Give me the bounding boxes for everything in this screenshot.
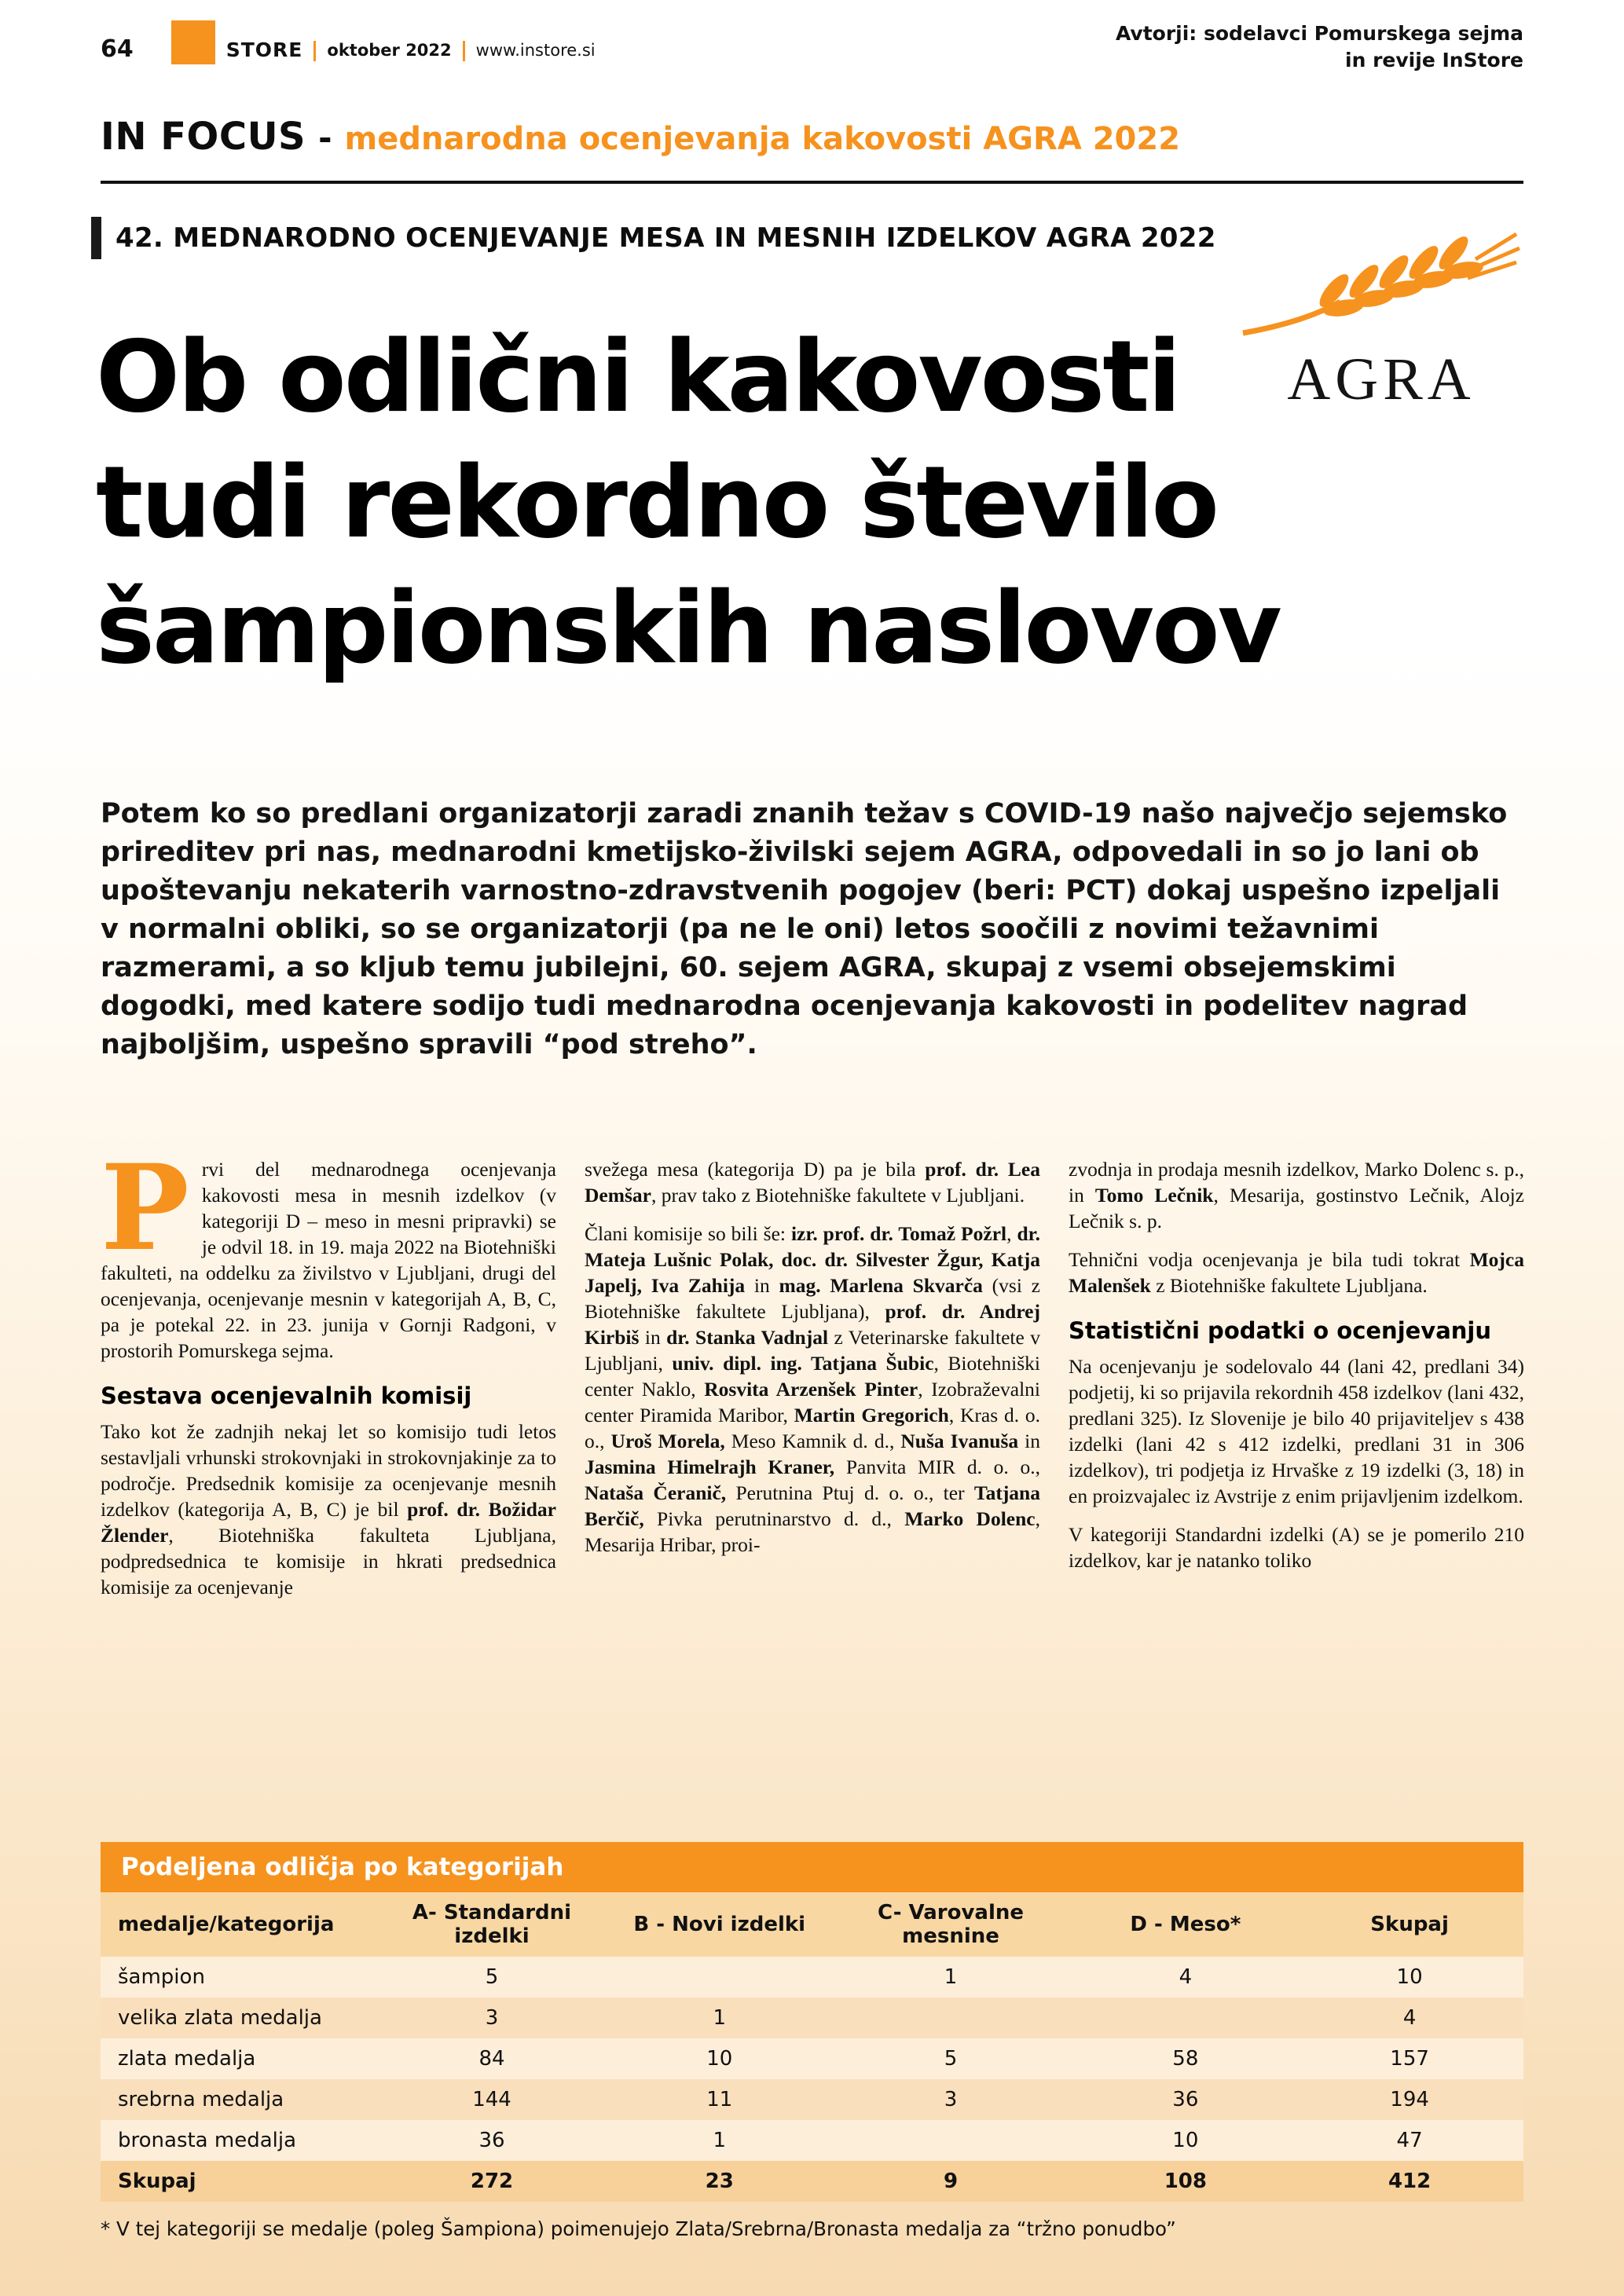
- medals-table: [101, 1892, 1523, 2202]
- body-text: Meso Kamnik d. d.,: [724, 1430, 901, 1452]
- body-paragraph: [1069, 1156, 1524, 1234]
- body-text-bold: prof. dr. Andrej Kirbiš: [585, 1300, 1040, 1349]
- agra-logo-text: AGRA: [1287, 346, 1476, 412]
- headline-line-2: tudi rekordno število: [96, 445, 1217, 560]
- body-paragraph: [585, 1156, 1040, 1208]
- medals-table-column-header: C- Varovalne mesnine: [878, 1901, 1025, 1948]
- medals-table-cell: 108: [1164, 2170, 1207, 2193]
- medals-table-cell: 272: [470, 2170, 514, 2193]
- body-text: , Biotehniški center Naklo,: [585, 1352, 1041, 1401]
- body-text: rvi del mednarodnega ocenjevanja kakovosti mesa in mesnih izdelkov (v kategoriji D – meso in mesni pripravki) se je odvil 18. in 19. maja 2022 na Biotehniški fakulteti, na oddelku za živilstvo v Ljubljani, drugi del ocenjevanja, ocenjevanje mesnin v kategorijah A, B, C, pa je potekal 22. in 23. junija v Gornji Radgoni, v prostorih Pomurskega sejma.: [101, 1158, 556, 1362]
- section-heading: [101, 115, 1523, 159]
- medals-table-row-label: zlata medalja: [118, 2047, 256, 2071]
- headline-line-3: šampionskih naslovov: [96, 570, 1280, 686]
- body-text-bold: mag. Marlena Skvarča: [779, 1274, 983, 1297]
- body-text-bold: Martin Gregorich: [794, 1404, 949, 1426]
- article-lead: Potem ko so predlani organizatorji zaradi znanih težav s COVID-19 našo največjo sejemsko prireditev pri nas, mednarodni kmetijsko-živilski sejem AGRA, odpovedali in so jo lani ob upoštevanju nekaterih varnostno-zdravstvenih pogojev (beri: PCT) dokaj uspešno izpeljali v normalni obliki, so se organizatorji (pa ne le oni) letos soočili z novimi težavnimi razmerami, a so kljub temu jubilejni, 60. sejem AGRA, skupaj z vsemi obsejemskimi dogodki, med katere sodijo tudi mednarodna ocenjevanja kakovosti in podelitev nagrad najboljšim, uspešno spravili “pod streho”.: [101, 798, 1508, 1060]
- medals-table-row: [101, 2079, 1523, 2120]
- medals-table-row-label: velika zlata medalja: [118, 2006, 322, 2030]
- medals-table-column-header: B - Novi izdelki: [633, 1913, 806, 1936]
- divider-bar-icon: [463, 41, 465, 61]
- body-paragraph: [101, 1419, 556, 1600]
- body-text-bold: Marko Dolenc: [904, 1507, 1036, 1530]
- medals-table-column-header: medalje/kategorija: [118, 1913, 335, 1936]
- body-text: Perutnina Ptuj d. o. o., ter: [726, 1481, 974, 1504]
- medals-table-cell: 10: [706, 2047, 733, 2071]
- body-paragraph: [1069, 1522, 1524, 1573]
- medals-table-row-label: šampion: [118, 1965, 205, 1989]
- medals-table-cell: 157: [1390, 2047, 1429, 2071]
- body-column-1: [101, 1139, 556, 1613]
- masthead-left: [101, 20, 596, 64]
- body-text: , Biotehniška fakulteta Ljubljana, podpredsednica te komisije in hkrati predsednica komisije za ocenjevanje: [101, 1524, 556, 1598]
- article-body: [101, 1139, 1524, 1613]
- body-text: , Mesarija, gostinstvo Lečnik, Alojz Lečnik s. p.: [1069, 1184, 1524, 1232]
- medals-table-column-header: Skupaj: [1370, 1913, 1449, 1936]
- issue-date: oktober 2022: [327, 41, 452, 60]
- medals-table-cell: 84: [478, 2047, 505, 2071]
- medals-table-row: [101, 2038, 1523, 2079]
- medals-table-section: [101, 1842, 1523, 2240]
- website-url: www.instore.si: [475, 41, 596, 60]
- body-text-bold: Tomo Lečnik: [1094, 1184, 1214, 1207]
- authors-credit: [1116, 20, 1523, 74]
- body-text-bold: Nuša Ivanuša: [900, 1430, 1019, 1452]
- body-text: (vsi z Biotehniške fakultete Ljubljana),: [585, 1274, 1040, 1323]
- medals-table-head: [101, 1892, 1523, 1957]
- body-text-bold: Jasmina Himelrajh Kraner,: [585, 1456, 835, 1478]
- medals-table-cell: 194: [1390, 2088, 1429, 2111]
- medals-table-header-row: [101, 1892, 1523, 1957]
- medals-table-title: Podeljena odličja po kategorijah: [101, 1842, 1523, 1892]
- body-text-bold: Tatjana Berčič,: [585, 1481, 1040, 1530]
- magazine-name: STORE: [225, 38, 303, 61]
- authors-line-2: in revije InStore: [1345, 49, 1523, 71]
- body-text: Tako kot že zadnjih nekaj let so komisijo tudi letos sestavljali vrhunski strokovnjaki in strokovnjakinje za to področje. Predsednik komisije za ocenjevanje mesnih izdelkov (kategorija A, B, C) je bil: [101, 1420, 556, 1521]
- medals-table-cell: 10: [1396, 1965, 1423, 1989]
- section-dash: -: [318, 119, 332, 157]
- headline-line-1: Ob odlični kakovosti: [96, 319, 1179, 434]
- body-text: Tehnični vodja ocenjevanja je bila tudi tokrat: [1069, 1248, 1470, 1271]
- medals-table-cell: 10: [1172, 2129, 1199, 2152]
- medals-table-cell: 412: [1388, 2170, 1432, 2193]
- body-text: in: [639, 1326, 667, 1349]
- drop-cap: P: [101, 1139, 189, 1277]
- medals-table-cell: 1: [713, 2129, 727, 2152]
- medals-table-cell: 3: [485, 2006, 499, 2030]
- horizontal-rule: [101, 181, 1523, 184]
- medals-table-row: [101, 1998, 1523, 2038]
- kicker-text: 42. MEDNARODNO OCENJEVANJE MESA IN MESNIH IZDELKOV AGRA 2022: [115, 222, 1216, 254]
- medals-table-cell: 144: [472, 2088, 511, 2111]
- body-text-bold: prof. dr. Lea Demšar: [585, 1158, 1040, 1207]
- body-text: z Veterinarske fakultete v Ljubljani,: [585, 1326, 1040, 1375]
- medals-table-cell: 1: [713, 2006, 727, 2030]
- body-text-bold: Uroš Morela,: [610, 1430, 725, 1452]
- body-text-bold: univ. dipl. ing. Tatjana Šubic: [672, 1352, 934, 1375]
- medals-table-cell: [613, 1957, 827, 1998]
- body-text: Na ocenjevanju je sodelovalo 44 (lani 42, predlani 34) podjetij, ki so prijavila rekordnih 458 izdelkov (lani 432, predlani 325). Iz Slovenije je bilo 40 prijaviteljev s 438 izdelki (lani 42 s 412 izdelki, predlani 31 in 306 izdelkov), tri podjetja iz Hrvaške z 19 izdelki (3, 18) in en proizvajalec iz Avstrije z enim prijavljenim izdelkom.: [1069, 1355, 1524, 1507]
- kicker-bar-icon: [91, 217, 101, 259]
- body-paragraph: [101, 1139, 556, 1364]
- body-text-bold: Mojca Malenšek: [1069, 1248, 1524, 1297]
- body-text: in: [1018, 1430, 1041, 1452]
- medals-table-cell: 36: [478, 2129, 505, 2152]
- medals-table-row-label: bronasta medalja: [118, 2129, 297, 2152]
- body-text: Panvita MIR d. o. o.,: [834, 1456, 1040, 1478]
- medals-table-row-label: srebrna medalja: [118, 2088, 284, 2111]
- body-text-bold: dr. Stanka Vadnjal: [666, 1326, 829, 1349]
- medals-table-cell: 58: [1172, 2047, 1199, 2071]
- body-paragraph: [1069, 1353, 1524, 1509]
- medals-table-cell: 9: [943, 2170, 959, 2193]
- section-title: mednarodna ocenjevanja kakovosti AGRA 2022: [344, 121, 1181, 157]
- body-text: V kategoriji Standardni izdelki (A) se je pomerilo 210 izdelkov, kar je natanko toliko: [1069, 1523, 1524, 1572]
- medals-table-row: [101, 1957, 1523, 1998]
- medals-table-row: [101, 2120, 1523, 2161]
- medals-table-cell: 5: [944, 2047, 958, 2071]
- body-text: Člani komisije so bili še:: [585, 1222, 791, 1245]
- body-text: , Mesarija Hribar, proi-: [585, 1507, 1041, 1556]
- medals-table-cell: 1: [944, 1965, 958, 1989]
- table-footnote: * V tej kategoriji se medalje (poleg Šampiona) poimenujejo Zlata/Srebrna/Bronasta medalja za “tržno ponudbo”: [101, 2217, 1176, 2240]
- medals-table-cell: 5: [485, 1965, 499, 1989]
- medals-table-cell: [1076, 1998, 1296, 2038]
- body-paragraph: [585, 1221, 1040, 1558]
- instore-logo-icon: [171, 20, 215, 64]
- medals-table-cell: [827, 1998, 1076, 2038]
- section-label: IN FOCUS: [101, 115, 306, 159]
- body-column-3: [1069, 1156, 1524, 1613]
- body-text: svežega mesa (kategorija D) pa je bila: [585, 1158, 926, 1181]
- medals-table-cell: 3: [944, 2088, 958, 2111]
- body-text: , prav tako z Biotehniške fakultete v Ljubljani.: [651, 1184, 1025, 1207]
- page-number: 64: [101, 35, 134, 63]
- medals-table-cell: 36: [1172, 2088, 1199, 2111]
- medals-table-cell: 23: [705, 2170, 734, 2193]
- article-kicker: [91, 217, 1216, 259]
- article-headline: [96, 314, 1322, 691]
- medals-table-cell: 47: [1396, 2129, 1423, 2152]
- body-text: zvodnja in prodaja mesnih izdelkov, Marko Dolenc s. p., in: [1069, 1158, 1524, 1207]
- body-text-bold: Rosvita Arzenšek Pinter: [704, 1378, 918, 1401]
- body-column-2: [585, 1156, 1040, 1613]
- body-text: in: [745, 1274, 779, 1297]
- body-text-bold: dr. Mateja Lušnic Polak, doc. dr. Silvester Žgur, Katja Japelj, Iva Zahija: [585, 1222, 1041, 1297]
- body-paragraph: [1069, 1247, 1524, 1298]
- authors-line-1: Avtorji: sodelavci Pomurskega sejma: [1115, 22, 1523, 45]
- medals-table-column-header: D - Meso*: [1130, 1913, 1241, 1936]
- medals-table-cell: 4: [1179, 1965, 1193, 1989]
- masthead: [101, 20, 1523, 74]
- divider-bar-icon: [313, 41, 316, 61]
- body-subhead: Statistični podatki o ocenjevanju: [1069, 1317, 1492, 1344]
- medals-table-body: [101, 1957, 1523, 2202]
- medals-table-cell: [827, 2120, 1076, 2161]
- medals-table-column-header: A- Standardni izdelki: [412, 1901, 572, 1948]
- body-subhead: Sestava ocenjevalnih komisij: [101, 1382, 472, 1409]
- body-text-bold: izr. prof. dr. Tomaž Požrl: [790, 1222, 1007, 1245]
- medals-table-row-label: Skupaj: [118, 2170, 196, 2193]
- medals-table-cell: 11: [706, 2088, 733, 2111]
- body-text: ,: [1006, 1222, 1017, 1245]
- body-text-bold: prof. dr. Božidar Žlender: [101, 1498, 556, 1547]
- body-text: z Biotehniške fakultete Ljubljana.: [1150, 1274, 1428, 1297]
- body-text: , Kras d. o. o.,: [585, 1404, 1041, 1452]
- body-text: , Izobraževalni center Piramida Maribor,: [585, 1378, 1040, 1426]
- body-text-bold: Nataša Čeranič,: [585, 1481, 727, 1504]
- medals-table-row: [101, 2161, 1523, 2202]
- medals-table-cell: 4: [1402, 2006, 1417, 2030]
- body-text: Pivka perutninarstvo d. d.,: [643, 1507, 905, 1530]
